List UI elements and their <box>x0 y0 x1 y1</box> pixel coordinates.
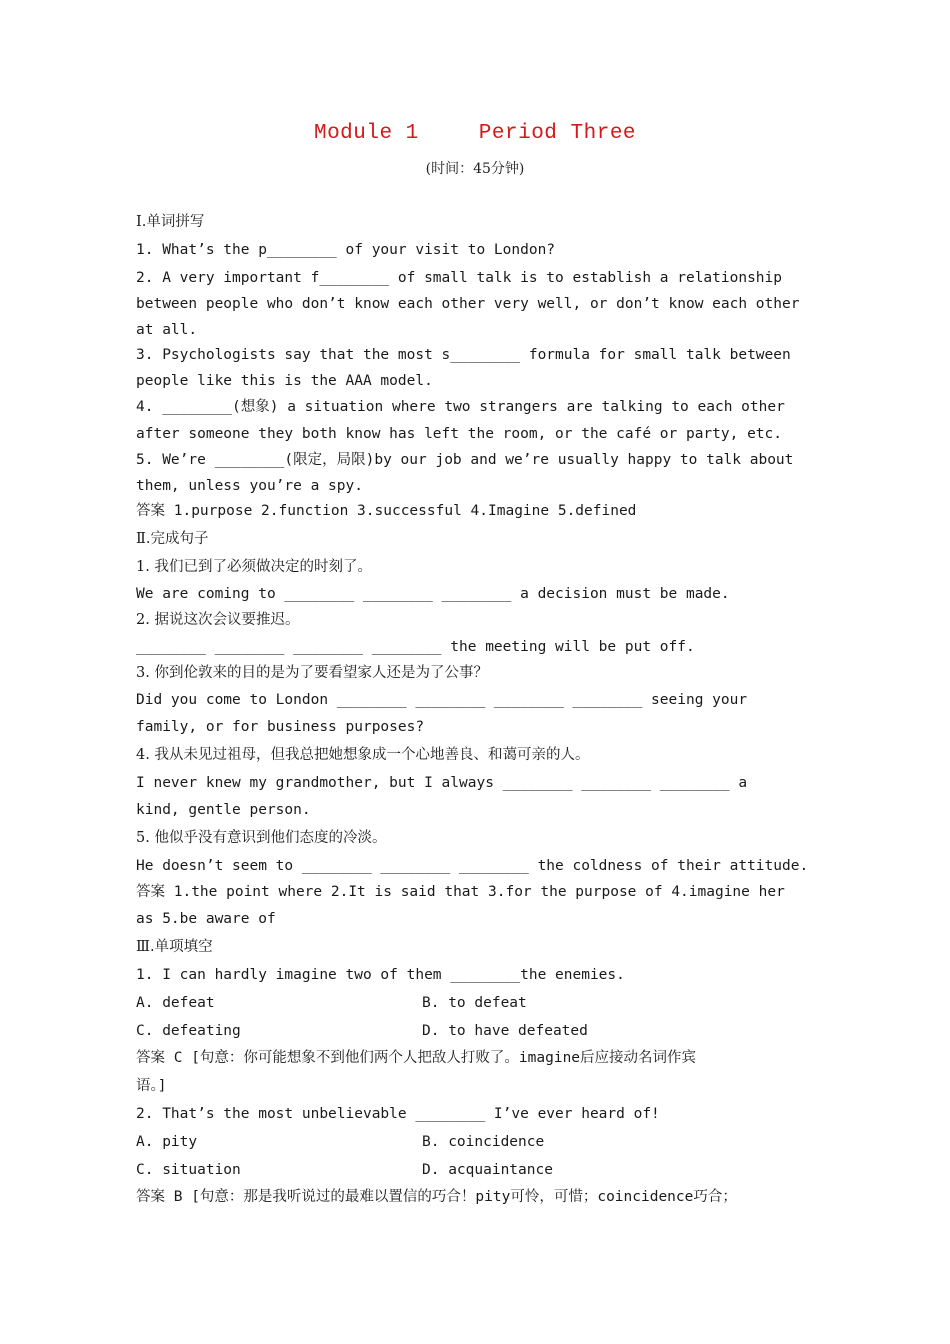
section3-heading: Ⅲ.单项填空 <box>136 939 213 955</box>
s2-line-7: family, or for business purposes? <box>136 719 425 735</box>
q2-option-b: B. coincidence <box>422 1134 545 1150</box>
q2-option-d: D. acquaintance <box>422 1162 553 1178</box>
q1-answer-2: 语。] <box>136 1078 167 1094</box>
s2-line-4: ________ ________ ________ ________ the meeting will be put off. <box>136 639 695 655</box>
s1-line-1: 1. What’s the p________ of your visit to London? <box>136 242 556 258</box>
s1-answer: 答案 1.purpose 2.function 3.successful 4.Imagine 5.defined <box>136 503 637 519</box>
module-label: Module 1 <box>313 122 419 145</box>
q2-option-c: C. situation <box>136 1162 241 1178</box>
s1-line-2: 2. A very important f________ of small talk is to establish a relationship <box>136 270 783 286</box>
q1-answer-1: 答案 C [句意：你可能想象不到他们两个人把敌人打败了。imagine后应接动名词作宾 <box>136 1050 697 1066</box>
time-limit: (时间：45分钟) <box>425 161 525 177</box>
s1-line-6: people like this is the AAA model. <box>136 373 433 389</box>
period-label: Period Three <box>478 122 637 145</box>
s2-line-6: Did you come to London ________ ________ ________ ________ seeing your <box>136 692 748 708</box>
s2-answer-1: 答案 1.the point where 2.It is said that 3.for the purpose of 4.imagine her <box>136 884 785 900</box>
s1-line-10: them, unless you’re a spy. <box>136 478 363 494</box>
s1-line-5: 3. Psychologists say that the most s________ formula for small talk between <box>136 347 791 363</box>
s2-line-5: 3. 你到伦敦来的目的是为了要看望家人还是为了公事？ <box>136 665 488 681</box>
s1-line-8: after someone they both know has left the room, or the café or party, etc. <box>136 426 783 442</box>
s1-line-4: at all. <box>136 322 198 338</box>
q1-option-d: D. to have defeated <box>422 1023 588 1039</box>
s2-line-9: I never knew my grandmother, but I always ________ ________ ________ a <box>136 775 748 791</box>
page-title <box>0 122 950 145</box>
s1-line-7: 4. ________(想象) a situation where two strangers are talking to each other <box>136 399 785 415</box>
s2-line-12: He doesn’t seem to ________ ________ ________ the coldness of their attitude. <box>136 858 809 874</box>
s1-line-3: between people who don’t know each other very well, or don’t know each other <box>136 296 800 312</box>
q1-option-c: C. defeating <box>136 1023 241 1039</box>
s2-line-11: 5. 他似乎没有意识到他们态度的冷淡。 <box>136 830 387 846</box>
s2-line-10: kind, gentle person. <box>136 802 311 818</box>
s1-line-9: 5. We’re ________(限定，局限)by our job and we’re usually happy to talk about <box>136 452 794 468</box>
q1-option-b: B. to defeat <box>422 995 527 1011</box>
s2-line-2: We are coming to ________ ________ ________ a decision must be made. <box>136 586 730 602</box>
q1-option-a: A. defeat <box>136 995 215 1011</box>
section2-heading: Ⅱ.完成句子 <box>136 531 209 547</box>
s2-answer-2: as 5.be aware of <box>136 911 276 927</box>
section1-heading: Ⅰ.单词拼写 <box>136 214 205 230</box>
q1-stem: 1. I can hardly imagine two of them ________the enemies. <box>136 967 625 983</box>
s2-line-1: 1. 我们已到了必须做决定的时刻了。 <box>136 559 372 575</box>
q2-option-a: A. pity <box>136 1134 198 1150</box>
s2-line-8: 4. 我从未见过祖母，但我总把她想象成一个心地善良、和蔼可亲的人。 <box>136 747 590 763</box>
q2-answer: 答案 B [句意：那是我听说过的最难以置信的巧合！pity可怜，可惜；coincidence巧合； <box>136 1189 737 1205</box>
q2-stem: 2. That’s the most unbelievable ________ I’ve ever heard of! <box>136 1106 660 1122</box>
s2-line-3: 2. 据说这次会议要推迟。 <box>136 612 300 628</box>
